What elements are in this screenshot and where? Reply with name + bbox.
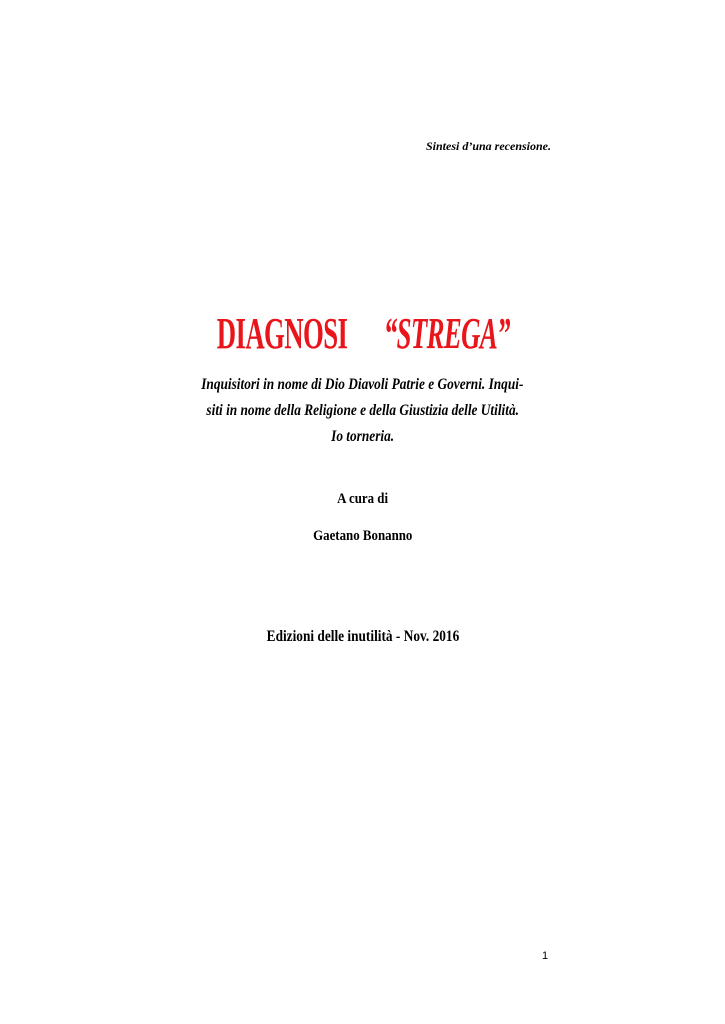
- edition-line: [0, 628, 725, 646]
- page-number: 1: [542, 950, 549, 962]
- edition-text: Edizioni delle inutilità - Nov. 2016: [266, 628, 459, 645]
- subtitle-line-1: Inquisitori in nome di Dio Diavoli Patrie e Governi. Inqui-: [201, 376, 524, 393]
- curator-name: Gaetano Bonanno: [312, 528, 413, 544]
- title-main: DIAGNOSI: [216, 309, 347, 358]
- curator-label: A cura di: [337, 491, 388, 507]
- curator-label-row: [0, 491, 725, 508]
- document-title: [0, 306, 725, 362]
- review-note: Sintesi d’una recensione.: [425, 139, 551, 153]
- subtitle-line-2: siti in nome della Religione e della Giustizia delle Utilità.: [206, 402, 519, 419]
- curator-name-row: [0, 528, 725, 545]
- document-subtitle: [0, 372, 725, 450]
- subtitle-line-3: Io torneria.: [331, 428, 394, 445]
- title-quoted: “STREGA”: [383, 309, 510, 358]
